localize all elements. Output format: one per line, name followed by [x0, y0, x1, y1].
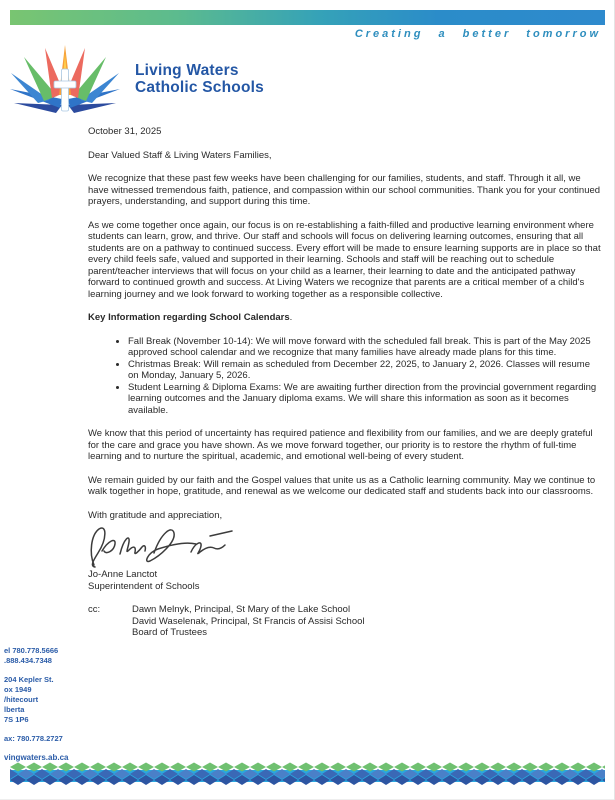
logo	[8, 42, 264, 116]
cc-recipient-2: David Waselenak, Principal, St Francis of Assisi School	[132, 615, 365, 627]
section-heading	[88, 312, 602, 324]
contact-address-5: 7S 1P6	[4, 715, 29, 724]
letter-body	[88, 126, 602, 639]
contact-phone-1: el 780.778.5666	[4, 646, 59, 655]
paragraph-1: We recognize that these past few weeks have been challenging for our families, students, and staff. Through it all, we have witnessed tremendous faith, patience, and compassion within our school communities. Thank you for your continued prayers, understanding, and support during this time.	[88, 173, 601, 207]
lotus-cross-logo-icon	[8, 42, 123, 116]
signature-scribble-icon	[88, 523, 248, 569]
header-tagline: Creating a better tomorrow	[354, 28, 601, 40]
letterhead-contact-block	[4, 646, 104, 763]
bullet-christmas-break: • Christmas Break: Will remain as scheduled from December 22, 2025, to January 2, 2026. Classes will resume on Monday, January 5, 2026.	[128, 359, 602, 382]
logo-wordmark	[135, 62, 264, 97]
paragraph-2: As we come together once again, our focus is on re-establishing a faith-filled and productive learning environment where students can learn, grow, and thrive. Our staff and schools will focus on delivering learning outcomes, ensuring that all students are on a pathway to continued success. Every effort will be made to ensure learning supports are in place so that every child feels safe, valued and supported in their learning. Schools and staff will be reaching out to schedule parent/teacher interviews that will focus on your child as a learner, their learning to date and the anticipated pathway forward to continued growth and success. At Living Waters we recognize that parents are a critical member of a child's learning journey and we look forward to working together as a responsible collective.	[88, 219, 601, 300]
paragraph-3: We know that this period of uncertainty has required patience and flexibility from our families, and we are deeply grateful for the care and grace you have shown. As we move forward together, our priority is to restore the rhythm of full-time learning and to nurture the spiritual, academic, and emotional well-being of every student.	[88, 428, 593, 462]
contact-phone-2: .888.434.7348	[4, 656, 52, 665]
footer-wave-border	[10, 760, 605, 786]
contact-address-2: ox 1949	[4, 685, 32, 694]
signer-name: Jo-Anne Lanctot	[88, 569, 158, 580]
contact-address-4: lberta	[4, 705, 25, 714]
contact-address-1: 204 Kepler St.	[4, 675, 54, 684]
bullet-fall-break: • Fall Break (November 10-14): We will move forward with the scheduled fall break. This is part of the May 2025 approved school calendar and we recognize that many families have already made plans for this time.	[128, 336, 602, 359]
salutation: Dear Valued Staff & Living Waters Families,	[88, 149, 272, 161]
cc-label: cc:	[88, 604, 101, 615]
logo-line2: Catholic Schools	[135, 79, 264, 96]
cc-block	[88, 604, 602, 639]
header-gradient-bar	[10, 10, 605, 25]
logo-line1: Living Waters	[135, 61, 239, 79]
section-heading-period: .	[289, 312, 293, 323]
letter-date: October 31, 2025	[88, 126, 162, 137]
section-heading-text: Key Information regarding School Calendars	[88, 312, 290, 323]
contact-website: vingwaters.ab.ca	[4, 753, 69, 762]
paragraph-4: We remain guided by our faith and the Gospel values that unite us as a Catholic learning community. May we continue to walk together in hope, gratitude, and renewal as we welcome our dedicated staff and students back into our classrooms.	[88, 474, 596, 497]
cc-recipient-1: Dawn Melnyk, Principal, St Mary of the Lake School	[132, 604, 351, 615]
contact-fax: ax: 780.778.2727	[4, 734, 63, 743]
signer-title: Superintendent of Schools	[88, 580, 200, 592]
cc-recipient-3: Board of Trustees	[132, 627, 207, 638]
closing-line: With gratitude and appreciation,	[88, 509, 223, 521]
calendar-bullet-list	[88, 336, 602, 417]
bullet-diploma-exams: • Student Learning & Diploma Exams: We are awaiting further direction from the provincial government regarding learning outcomes and the January diploma exams. We will share this information as soon as it becomes available.	[128, 382, 602, 417]
contact-address-3: /hitecourt	[4, 695, 39, 704]
cc-recipients	[132, 604, 365, 639]
